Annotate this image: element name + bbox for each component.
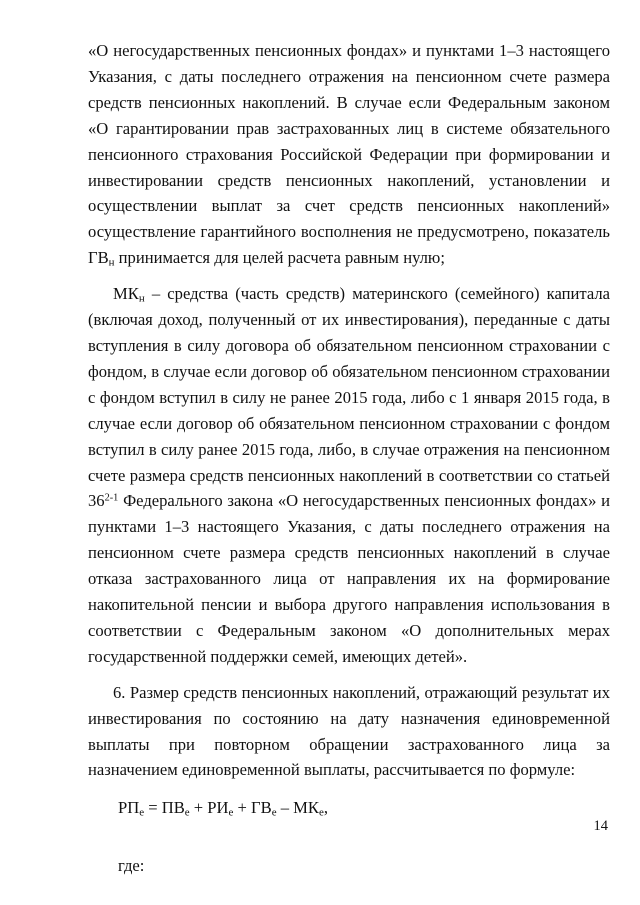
where-label: где:: [118, 856, 145, 876]
page-number: 14: [593, 818, 608, 834]
formula: $РП_е = ПВ_е + РИ_е + ГВ_е - МК_е$,: [118, 798, 329, 819]
document-body: [88, 38, 610, 879]
paragraph-mk-definition: $МК_н$ – средства (часть средств) материнского (семейного) капитала (включая доход, полученный от их инвестирования), переданные с даты вступления в силу договора об обязательном пенсионном страховании с фондом, в случае если договор об обязательном пенсионном страховании с фондом вступил в силу не ранее 2015 года, либо с 1 января 2015 года, в случае если договор об обязательном пенсионном страховании с фондом вступил в силу ранее 2015 года, либо, в случае отражения на пенсионном счете размера средств пенсионных накоплений в соответствии со статьей 36$^{2-1}$ Федерального закона «О негосударственных пенсионных фондах» и пунктами 1–3 настоящего Указания, с даты последнего отражения на пенсионном счете размера средств пенсионных накоплений в случае отказа застрахованного лица от направления их на формирование накопительной пенсии и выбора другого направления использования в соответствии с Федеральным законом «О дополнительных мерах государственной поддержки семей, имеющих детей».: [88, 284, 610, 666]
paragraph-item-6: 6. Размер средств пенсионных накоплений, отражающий результат их инвестирования по состоянию на дату назначения единовременной выплаты при повторном обращении застрахованного лица за назначением единовременной выплаты, рассчитывается по формуле:: [88, 682, 610, 780]
paragraph-gv-definition-end: «О негосударственных пенсионных фондах» и пунктами 1–3 настоящего Указания, с даты последнего отражения на пенсионном счете размера средств пенсионных накоплений. В случае если Федеральным законом «О гарантировании прав застрахованных лиц в системе обязательного пенсионного страхования Российской Федерации при формировании и инвестировании средств пенсионных накоплений, установлении и осуществлении выплат за счет средств пенсионных накоплений» осуществление гарантийного восполнения не предусмотрено, показатель $ГВ_н$ принимается для целей расчета равным нулю;: [88, 41, 610, 269]
